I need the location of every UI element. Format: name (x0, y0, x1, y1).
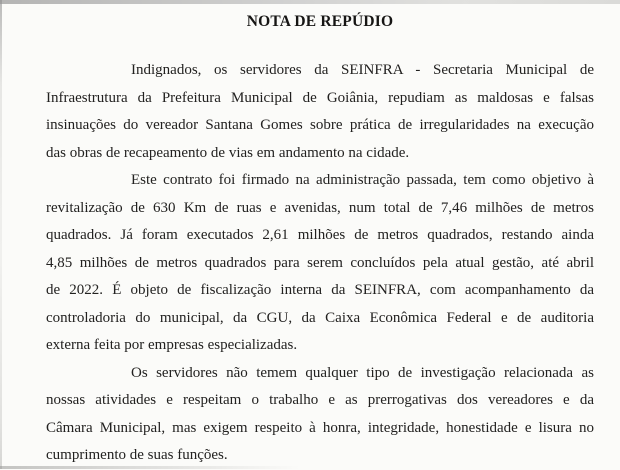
text-line: controladoria do municipal, da CGU, da Caixa Econômica Federal e de auditoria (46, 309, 594, 326)
text-line: de 2022. É objeto de fiscalização interna da SEINFRA, com acompanhamento da (46, 282, 594, 298)
paragraph-3 (46, 360, 594, 470)
text-line: Os servidores não temem qualquer tipo de investigação relacionada as (131, 364, 594, 381)
text-line: Câmara Municipal, mas exigem respeito à honra, integridade, honestidade e lisura no (46, 419, 594, 436)
text-line: 4,85 milhões de metros quadrados para serem concluídos pela atual gestão, até abril (46, 254, 594, 271)
text-line: revitalização de 630 Km de ruas e avenidas, num total de 7,46 milhões de metros (46, 199, 594, 216)
text-line: externa feita por empresas especializadas. (46, 337, 298, 353)
text-line: Indignados, os servidores da SEINFRA - Secretaria Municipal de (131, 62, 594, 78)
paragraph-1 (46, 57, 594, 167)
text-line: das obras de recapeamento de vias em andamento na cidade. (46, 144, 410, 161)
document-page (0, 3, 620, 470)
text-line: Este contrato foi firmado na administração passada, tem como objetivo à (131, 172, 594, 188)
text-line: insinuações do vereador Santana Gomes sobre prática de irregularidades na execução (46, 117, 594, 133)
document-title: NOTA DE REPÚDIO (246, 13, 394, 30)
text-line: cumprimento de suas funções. (46, 447, 228, 463)
paragraph-2 (46, 167, 594, 360)
text-line: nossas atividades e respeitam o trabalho e as prerrogativas dos vereadores e da (46, 392, 594, 408)
text-line: Infraestrutura da Prefeitura Municipal de Goiânia, repudiam as maldosas e falsas (46, 89, 594, 106)
text-line: quadrados. Já foram executados 2,61 milhões de metros quadrados, restando ainda (46, 227, 594, 243)
